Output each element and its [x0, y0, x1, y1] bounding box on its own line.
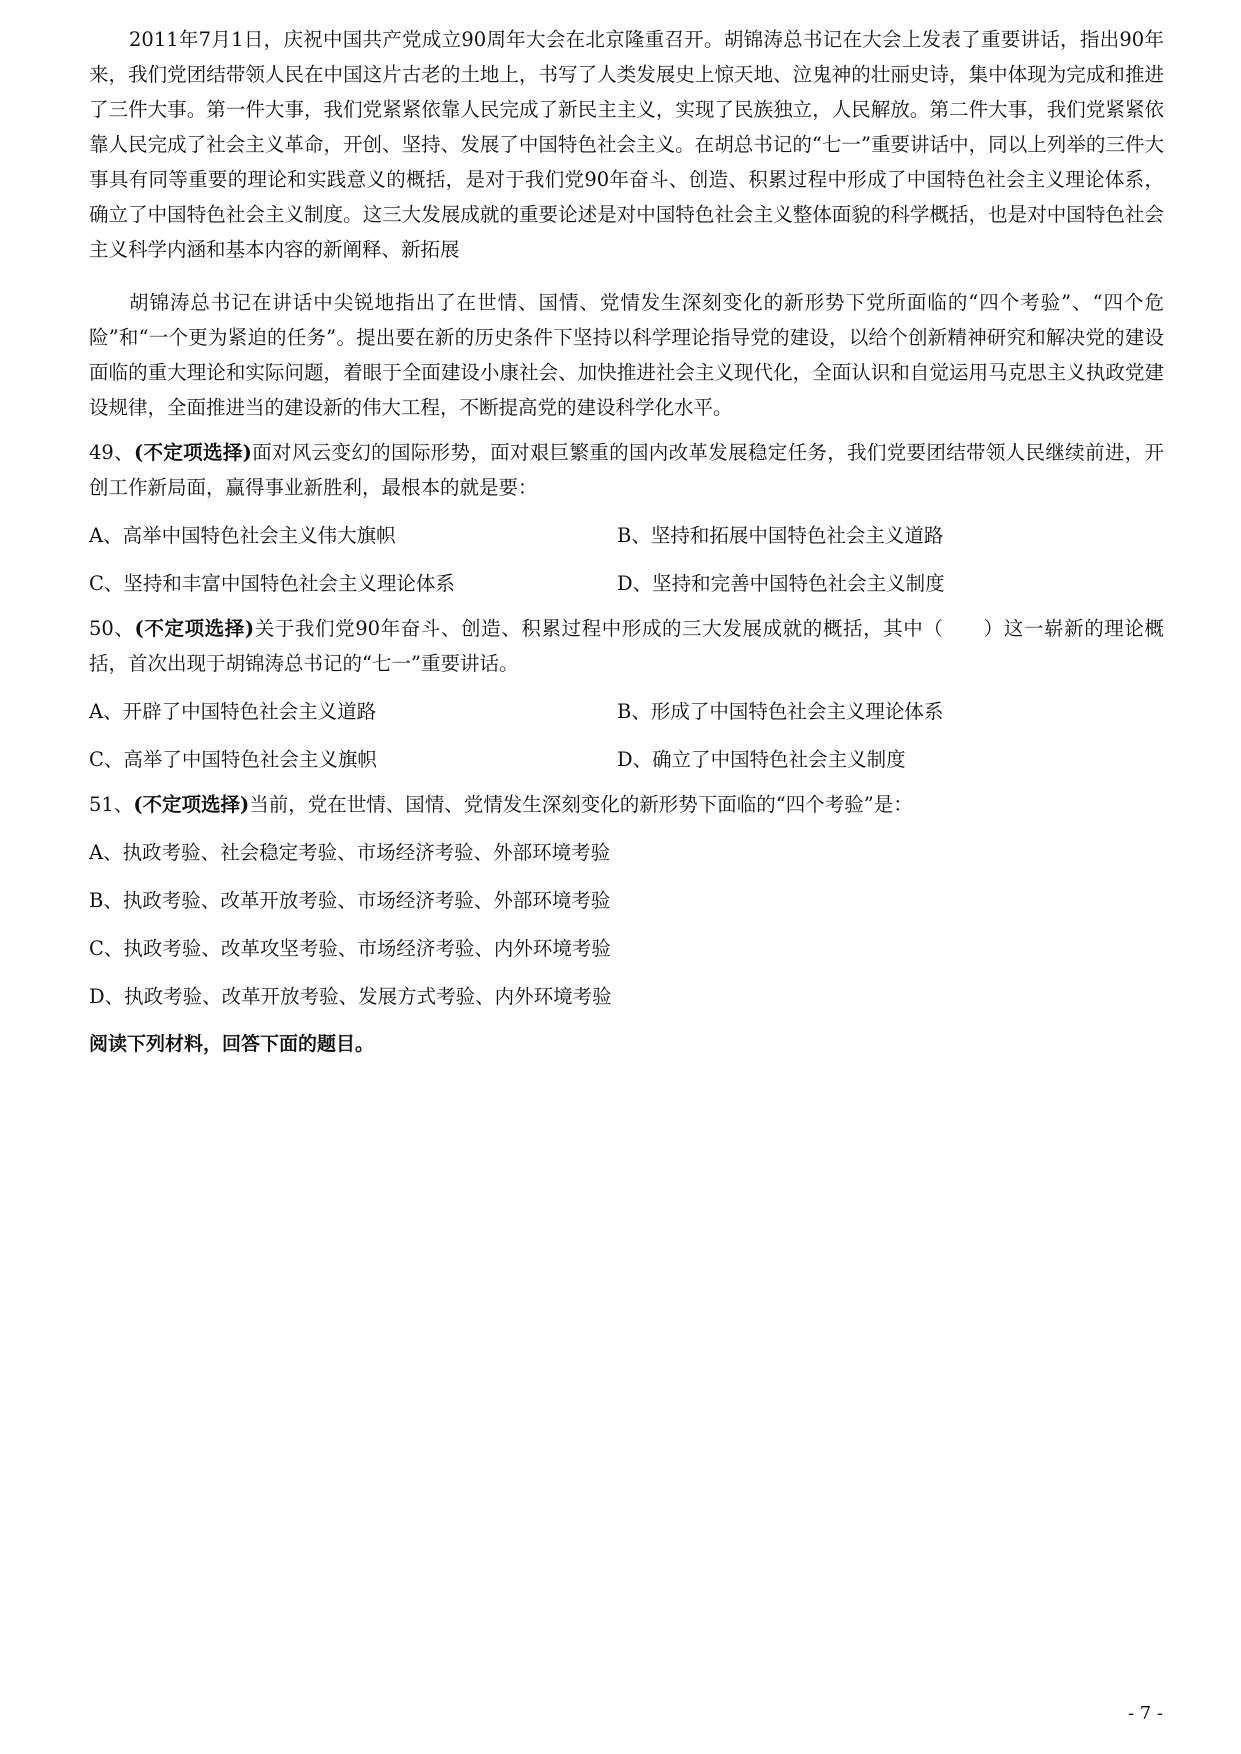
question-49-number: 49、	[89, 441, 134, 464]
question-49-option-d: D、坚持和完善中国特色社会主义制度	[617, 572, 945, 595]
question-49-stem: 面对风云变幻的国际形势，面对艰巨繁重的国内改革发展稳定任务，我们党要团结带领人民继续前进，开创工作新局面，赢得事业新胜利，最根本的就是要：	[89, 441, 1164, 499]
question-50-stem: 关于我们党90年奋斗、创造、积累过程中形成的三大发展成就的概括，其中（ ）这一崭新的理论概括，首次出现于胡锦涛总书记的“七一”重要讲话。	[89, 617, 1165, 675]
document-page	[89, 22, 1164, 1062]
question-49-option-a: A、高举中国特色社会主义伟大旗帜	[89, 524, 396, 547]
reading-instruction: 阅读下列材料，回答下面的题目。	[89, 1033, 375, 1055]
question-50-option-a: A、开辟了中国特色社会主义道路	[89, 700, 377, 723]
question-50-option-d: D、确立了中国特色社会主义制度	[617, 748, 906, 771]
question-50-option-b: B、形成了中国特色社会主义理论体系	[617, 700, 944, 723]
question-51-option-d: D、执政考验、改革开放考验、发展方式考验、内外环境考验	[89, 985, 612, 1008]
question-49-option-b: B、坚持和拓展中国特色社会主义道路	[617, 524, 944, 547]
question-50-options-row-1	[89, 694, 1164, 729]
passage-paragraph-2: 胡锦涛总书记在讲话中尖锐地指出了在世情、国情、党情发生深刻变化的新形势下党所面临的“四个考验”、“四个危险”和“一个更为紧迫的任务”。提出要在新的历史条件下坚持以科学理论指导党的建设，以给个创新精神研究和解决党的建设面临的重大理论和实际问题，着眼于全面建设小康社会、加快推进社会主义现代化，全面认识和自觉运用马克思主义执政党建设规律，全面推进当的建设新的伟大工程，不断提高党的建设科学化水平。	[89, 291, 1164, 419]
question-51-option-c: C、执政考验、改革攻坚考验、市场经济考验、内外环境考验	[89, 937, 611, 960]
question-50-stem-line	[89, 611, 1164, 681]
question-50-number: 50、	[89, 617, 135, 640]
question-51-number: 51、	[89, 793, 134, 816]
question-51-type: (不定项选择)	[133, 793, 250, 816]
question-49-options-row-1	[89, 518, 1164, 553]
question-49-option-c: C、坚持和丰富中国特色社会主义理论体系	[89, 572, 455, 595]
question-49-stem-line	[89, 435, 1164, 505]
question-51-option-a: A、执政考验、社会稳定考验、市场经济考验、外部环境考验	[89, 841, 611, 864]
question-50-options-row-2	[89, 742, 1164, 777]
question-49-options-row-2	[89, 566, 1164, 601]
question-51-stem: 当前，党在世情、国情、党情发生深刻变化的新形势下面临的“四个考验”是：	[249, 793, 913, 816]
question-51-stem-line	[89, 787, 1164, 822]
question-51-option-b: B、执政考验、改革开放考验、市场经济考验、外部环境考验	[89, 889, 611, 912]
question-51	[89, 787, 1164, 1014]
passage-paragraph-1: 2011年7月1日，庆祝中国共产党成立90周年大会在北京隆重召开。胡锦涛总书记在大会上发表了重要讲话，指出90年来，我们党团结带领人民在中国这片古老的土地上，书写了人类发展史上惊天地、泣鬼神的壮丽史诗，集中体现为完成和推进了三件大事。第一件大事，我们党紧紧依靠人民完成了新民主主义，实现了民族独立，人民解放。第二件大事，我们党紧紧依靠人民完成了社会主义革命，开创、坚持、发展了中国特色社会主义。在胡总书记的“七一”重要讲话中，同以上列举的三件大事具有同等重要的理论和实践意义的概括，是对于我们党90年奋斗、创造、积累过程中形成了中国特色社会主义理论体系，确立了中国特色社会主义制度。这三大发展成就的重要论述是对中国特色社会主义整体面貌的科学概括，也是对中国特色社会主义科学内涵和基本内容的新阐释、新拓展	[89, 28, 1164, 261]
question-49	[89, 435, 1164, 601]
question-50-option-c: C、高举了中国特色社会主义旗帜	[89, 748, 377, 771]
question-50	[89, 611, 1164, 777]
page-number: - 7 -	[1127, 1703, 1163, 1724]
question-50-type: (不定项选择)	[134, 617, 255, 640]
question-49-type: (不定项选择)	[133, 441, 252, 464]
